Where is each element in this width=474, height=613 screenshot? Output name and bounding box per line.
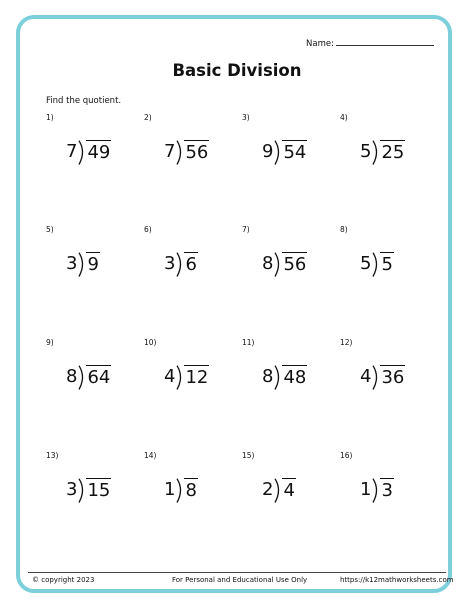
problem-number: 6) (144, 225, 152, 234)
long-division-expression (164, 252, 198, 276)
long-division-expression (66, 478, 111, 502)
long-division-expression (262, 140, 307, 164)
division-problem (242, 338, 334, 438)
dividend: 4 (283, 480, 295, 501)
dividend: 49 (87, 142, 111, 163)
long-division-expression (164, 478, 198, 502)
division-problem (46, 338, 138, 438)
division-problem (46, 225, 138, 325)
division-problem (144, 338, 236, 438)
instructions: Find the quotient. (46, 96, 122, 106)
long-division-expression (164, 365, 209, 389)
problem-number: 10) (144, 338, 157, 347)
divisor: 1 (360, 479, 372, 500)
division-problem (144, 113, 236, 213)
dividend: 5 (381, 254, 393, 275)
copyright-text: © copyright 2023 (32, 576, 95, 584)
division-bracket (176, 365, 184, 390)
divisor: 1 (164, 479, 176, 500)
long-division-expression (66, 140, 111, 164)
long-division-expression (360, 252, 394, 276)
problem-number: 16) (340, 451, 353, 460)
division-problem (340, 451, 432, 551)
division-bracket (274, 252, 282, 277)
website-link[interactable]: https://k12mathworksheets.com (340, 576, 454, 584)
division-bracket (372, 365, 380, 390)
division-bracket (78, 252, 86, 277)
long-division-expression (360, 140, 405, 164)
divisor: 4 (164, 366, 176, 387)
dividend: 15 (87, 480, 111, 501)
problem-number: 13) (46, 451, 59, 460)
dividend: 54 (283, 142, 307, 163)
division-problem (242, 113, 334, 213)
division-problem (340, 113, 432, 213)
problem-number: 15) (242, 451, 255, 460)
problem-number: 4) (340, 113, 348, 122)
division-bracket (176, 478, 184, 503)
division-bracket (176, 140, 184, 165)
dividend: 64 (87, 367, 111, 388)
division-bracket (78, 478, 86, 503)
problem-number: 7) (242, 225, 250, 234)
division-bracket (176, 252, 184, 277)
dividend: 56 (185, 142, 209, 163)
dividend: 36 (381, 367, 405, 388)
divisor: 7 (66, 141, 78, 162)
divisor: 5 (360, 253, 372, 274)
divisor: 8 (66, 366, 78, 387)
divisor: 2 (262, 479, 274, 500)
division-problem (144, 451, 236, 551)
division-bracket (372, 140, 380, 165)
divisor: 3 (66, 253, 78, 274)
divisor: 8 (262, 253, 274, 274)
problem-number: 1) (46, 113, 54, 122)
division-problem (144, 225, 236, 325)
division-bracket (78, 365, 86, 390)
long-division-expression (360, 365, 405, 389)
name-field[interactable] (306, 37, 434, 49)
divisor: 3 (164, 253, 176, 274)
long-division-expression (66, 252, 100, 276)
dividend: 9 (87, 254, 99, 275)
problem-number: 9) (46, 338, 54, 347)
problem-number: 12) (340, 338, 353, 347)
problem-number: 5) (46, 225, 54, 234)
dividend: 8 (185, 480, 197, 501)
division-bracket (274, 365, 282, 390)
division-problem (340, 338, 432, 438)
dividend: 6 (185, 254, 197, 275)
problem-number: 3) (242, 113, 250, 122)
long-division-expression (262, 365, 307, 389)
divisor: 5 (360, 141, 372, 162)
divisor: 3 (66, 479, 78, 500)
divisor: 9 (262, 141, 274, 162)
problem-number: 14) (144, 451, 157, 460)
long-division-expression (66, 365, 111, 389)
dividend: 48 (283, 367, 307, 388)
worksheet-title: Basic Division (172, 61, 302, 80)
problem-number: 2) (144, 113, 152, 122)
footer-divider (28, 572, 446, 573)
division-bracket (372, 252, 380, 277)
long-division-expression (262, 478, 296, 502)
divisor: 4 (360, 366, 372, 387)
dividend: 12 (185, 367, 209, 388)
dividend: 56 (283, 254, 307, 275)
long-division-expression (360, 478, 394, 502)
long-division-expression (262, 252, 307, 276)
dividend: 25 (381, 142, 405, 163)
name-blank-line[interactable] (336, 37, 434, 46)
divisor: 7 (164, 141, 176, 162)
division-problem (242, 451, 334, 551)
division-problem (46, 451, 138, 551)
problem-number: 8) (340, 225, 348, 234)
dividend: 3 (381, 480, 393, 501)
long-division-expression (164, 140, 209, 164)
name-label: Name: (306, 39, 334, 49)
division-bracket (274, 140, 282, 165)
division-problem (46, 113, 138, 213)
division-problem (340, 225, 432, 325)
division-bracket (274, 478, 282, 503)
usage-text: For Personal and Educational Use Only (172, 576, 308, 584)
division-bracket (78, 140, 86, 165)
division-problem (242, 225, 334, 325)
divisor: 8 (262, 366, 274, 387)
problem-number: 11) (242, 338, 255, 347)
division-bracket (372, 478, 380, 503)
